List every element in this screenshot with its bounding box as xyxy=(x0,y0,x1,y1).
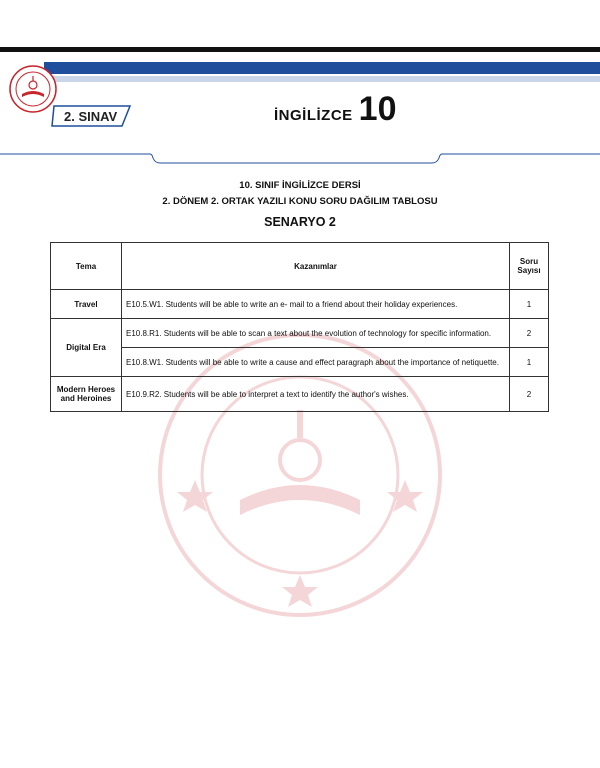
tema-cell: Travel xyxy=(51,290,122,319)
document-title: 10. SINIF İNGİLİZCE DERSİ xyxy=(239,180,361,191)
kazanim-cell: E10.9.R2. Students will be able to interpret a text to identify the author's wishes. xyxy=(122,377,510,412)
kazanim-cell: E10.8.W1. Students will be able to write a cause and effect paragraph about the importance of netiquette. xyxy=(122,348,510,377)
soru-cell: 2 xyxy=(510,377,549,412)
tema-cell: Digital Era xyxy=(51,319,122,377)
top-border-bar xyxy=(0,47,600,52)
header-blue-band xyxy=(44,62,600,74)
table-row xyxy=(51,348,549,377)
soru-cell: 2 xyxy=(510,319,549,348)
exam-label: 2. SINAV xyxy=(64,109,118,124)
soru-cell: 1 xyxy=(510,348,549,377)
header-soru-sayisi: Soru Sayısı xyxy=(510,243,549,290)
subject-name: İNGİLİZCE xyxy=(274,107,353,124)
subject-heading xyxy=(274,92,397,126)
header-kazanimlar: Kazanımlar xyxy=(122,243,510,290)
document-subtitle: 2. DÖNEM 2. ORTAK YAZILI KONU SORU DAĞILIM TABLOSU xyxy=(162,196,438,207)
table-row xyxy=(51,377,549,412)
table-row xyxy=(51,319,549,348)
header-tema: Tema xyxy=(51,243,122,290)
header-divider xyxy=(0,152,600,166)
table-row xyxy=(51,290,549,319)
kazanim-cell: E10.8.R1. Students will be able to scan a text about the evolution of technology for specific information. xyxy=(122,319,510,348)
table-header-row xyxy=(51,243,549,290)
grade-number: 10 xyxy=(358,90,397,128)
kazanim-cell: E10.5.W1. Students will be able to write an e- mail to a friend about their holiday experiences. xyxy=(122,290,510,319)
soru-cell: 1 xyxy=(510,290,549,319)
topic-distribution-table xyxy=(50,242,549,412)
header-light-band xyxy=(44,76,600,82)
scenario-title: SENARYO 2 xyxy=(264,215,336,229)
exam-label-badge xyxy=(50,104,132,128)
tema-cell: Modern Heroes and Heroines xyxy=(51,377,122,412)
